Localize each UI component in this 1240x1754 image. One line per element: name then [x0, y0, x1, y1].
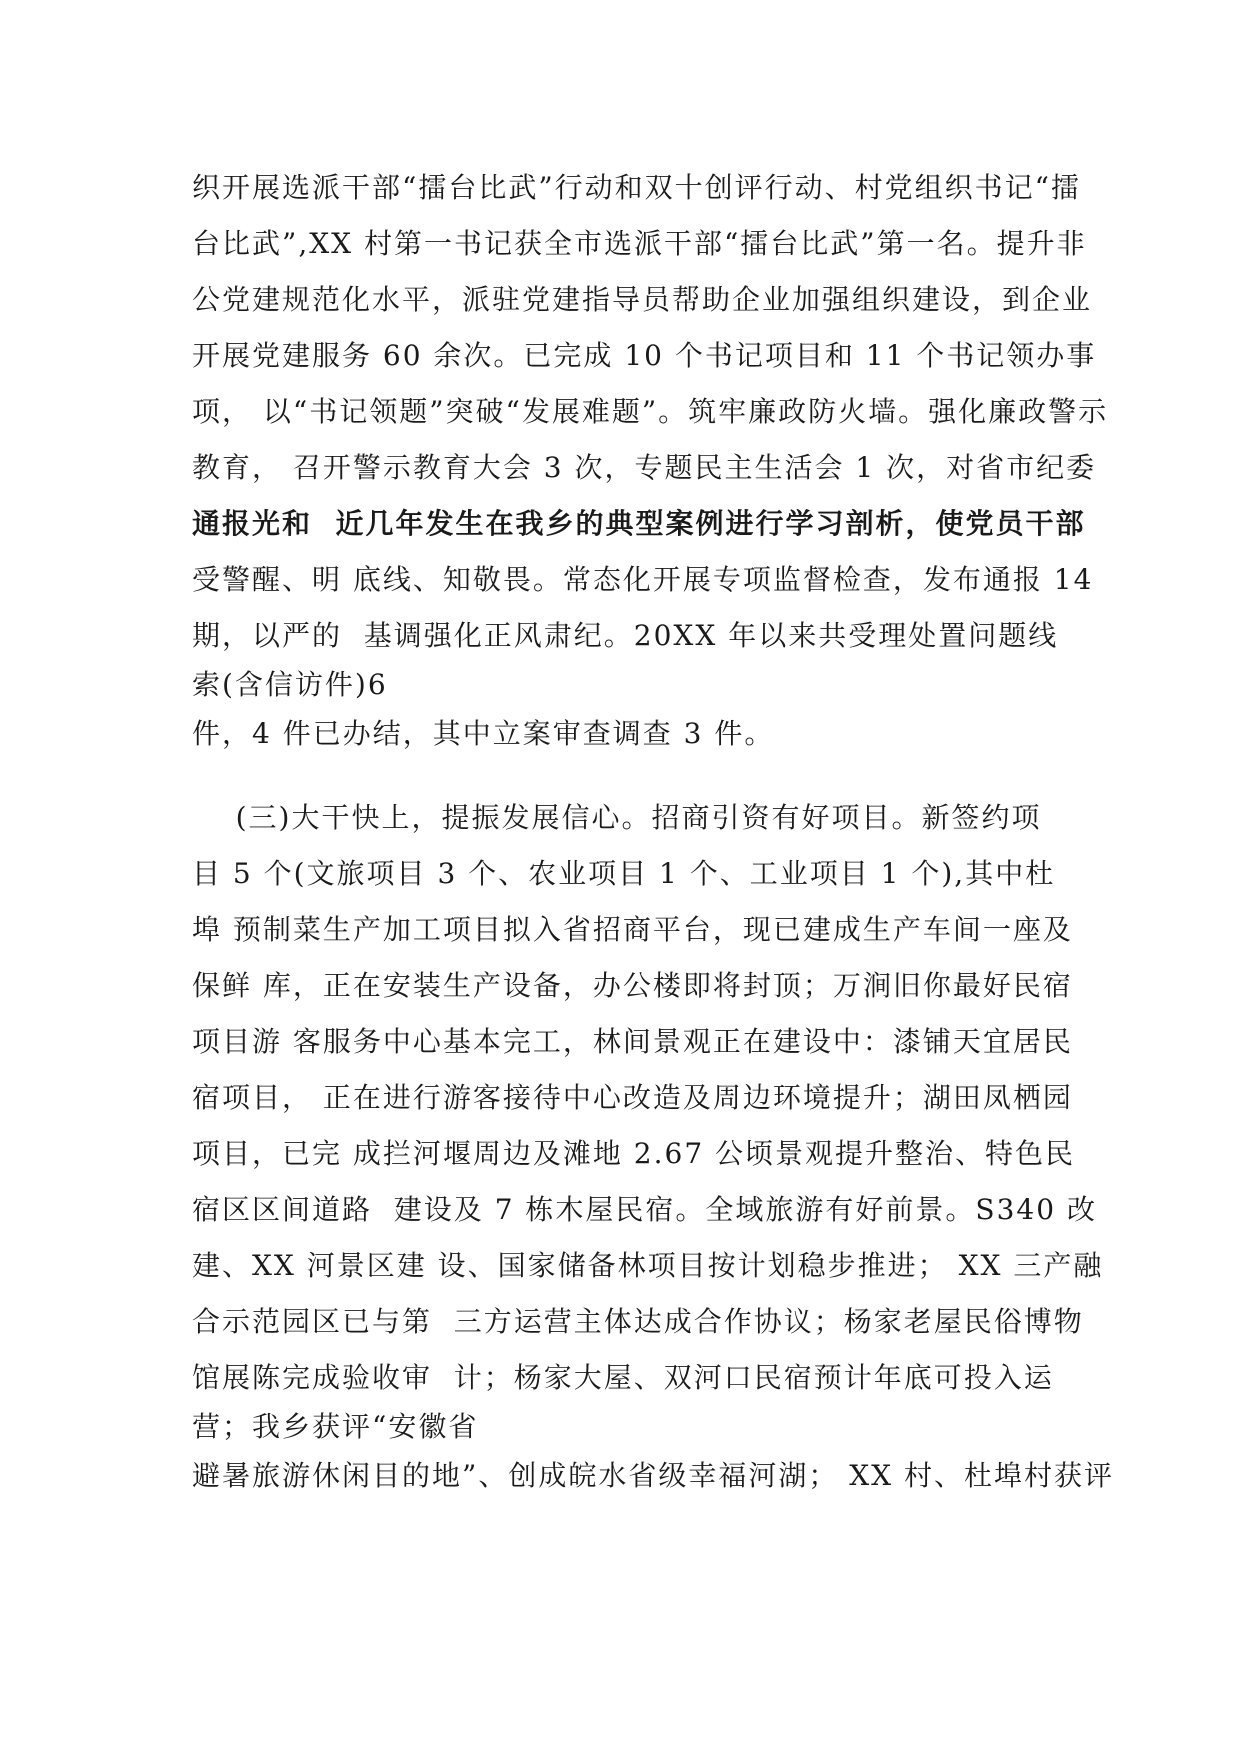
text-line: 避暑旅游休闲目的地”、创成皖水省级幸福河湖； XX 村、杜埠村获评	[192, 1459, 1114, 1492]
text-line: 目 5 个(文旅项目 3 个、农业项目 1 个、工业项目 1 个),其中杜	[192, 857, 1056, 890]
text-line: 建、XX 河景区建 设、国家储备林项目按计划稳步推进； XX 三产融	[192, 1249, 1104, 1282]
text-line: 教育， 召开警示教育大会 3 次，专题民主生活会 1 次，对省市纪委	[192, 451, 1097, 484]
text-line: 件，4 件已办结，其中立案审查调查 3 件。	[192, 717, 775, 750]
text-line: 期，以严的 基调强化正风肃纪。20XX 年以来共受理处置问题线	[192, 619, 1059, 652]
text-line: 项目，已完 成拦河堰周边及滩地 2.67 公顷景观提升整治、特色民	[192, 1137, 1076, 1170]
text-line: 索(含信访件)6	[192, 668, 388, 701]
text-line-bold: 通报光和 近几年发生在我乡的典型案例进行学习剖析，使党员干部	[192, 507, 1086, 540]
text-line: 台比武”,XX 村第一书记获全市选派干部“擂台比武”第一名。提升非	[192, 227, 1087, 260]
text-line: 受警醒、明 底线、知敬畏。常态化开展专项监督检查，发布通报 14	[192, 563, 1094, 596]
paragraph-gap	[192, 762, 1072, 790]
text-line: 埠 预制菜生产加工项目拟入省招商平台，现已建成生产车间一座及	[192, 913, 1073, 946]
text-line: 开展党建服务 60 余次。已完成 10 个书记项目和 11 个书记领办事	[192, 339, 1097, 372]
text-line: 宿项目， 正在进行游客接待中心改造及周边环境提升；湖田凤栖园	[192, 1081, 1073, 1114]
text-line: 合示范园区已与第 三方运营主体达成合作协议；杨家老屋民俗博物	[192, 1305, 1084, 1338]
text-line: 项目游 客服务中心基本完工，林间景观正在建设中：漆铺天宜居民	[192, 1025, 1073, 1058]
document-body	[192, 160, 1114, 1504]
text-line: 公党建规范化水平，派驻党建指导员帮助企业加强组织建设，到企业	[192, 283, 1093, 316]
text-line: 保鲜 库，正在安装生产设备，办公楼即将封顶；万涧旧你最好民宿	[192, 969, 1073, 1002]
text-line: 馆展陈完成验收审 计；杨家大屋、双河口民宿预计年底可投入运	[192, 1361, 1054, 1394]
text-line: 织开展选派干部“擂台比武”行动和双十创评行动、村党组织书记“擂	[192, 171, 1081, 204]
text-line: 宿区区间道路 建设及 7 栋木屋民宿。全域旅游有好前景。S340 改	[192, 1193, 1097, 1226]
section-heading-line: (三)大干快上，提振发展信心。招商引资有好项目。新签约项	[192, 801, 1042, 834]
text-line: 项， 以“书记领题”突破“发展难题”。筑牢廉政防火墙。强化廉政警示	[192, 395, 1109, 428]
text-line: 营；我乡获评“安徽省	[192, 1410, 479, 1443]
